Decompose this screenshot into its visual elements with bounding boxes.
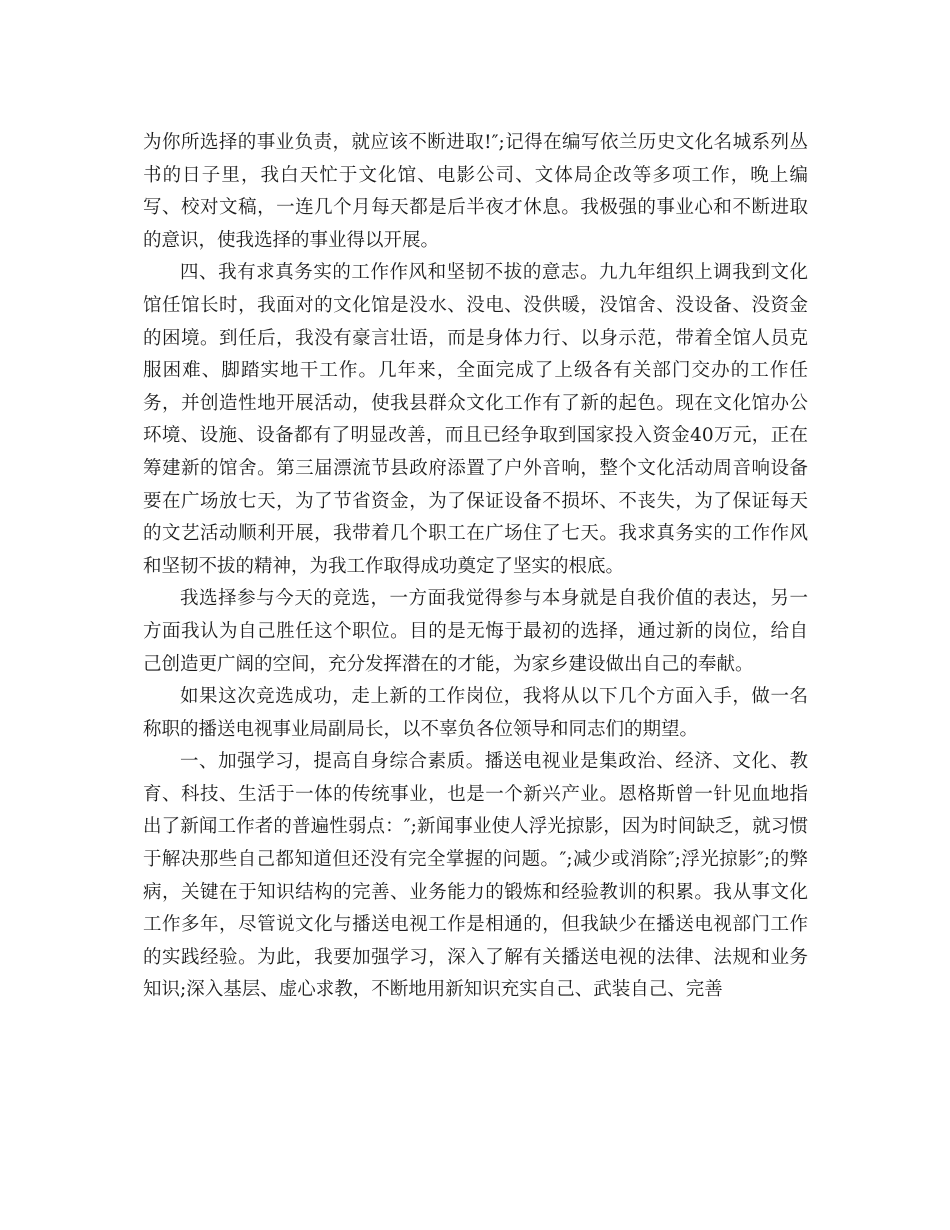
document-body [143,127,808,1007]
paragraph: 四、我有求真务实的工作作风和坚韧不拔的意志。九九年组织上调我到文化馆任馆长时，我面对的文化馆是没水、没电、没供暖，没馆舍、没设备、没资金的困境。到任后，我没有豪言壮语，而是身体力行、以身示范，带着全馆人员克服困难、脚踏实地干工作。几年来，全面完成了上级各有关部门交办的工作任务，并创造性地开展活动，使我县群众文化工作有了新的起色。现在文化馆办公环境、设施、设备都有了明显改善，而且已经争取到国家投入资金40万元，正在筹建新的馆舍。第三届漂流节县政府添置了户外音响，整个文化活动周音响设备要在广场放七天，为了节省资金，为了保证设备不损坏、不丧失，为了保证每天的文艺活动顺利开展，我带着几个职工在广场住了七天。我求真务实的工作作风和坚韧不拔的精神，为我工作取得成功奠定了坚实的根底。 [143,262,808,577]
paragraph: 一、加强学习，提高自身综合素质。播送电视业是集政治、经济、文化、教育、科技、生活于一体的传统事业，也是一个新兴产业。恩格斯曾一针见血地指出了新闻工作者的普遍性弱点：″;新闻事业使人浮光掠影，因为时间缺乏，就习惯于解决那些自己都知道但还没有完全掌握的问题。″;减少或消除″;浮光掠影″;的弊病，关键在于知识结构的完善、业务能力的锻炼和经验教训的积累。我从事文化工作多年，尽管说文化与播送电视工作是相通的，但我缺少在播送电视部门工作的实践经验。为此，我要加强学习，深入了解有关播送电视的法律、法规和业务知识;深入基层、虚心求教，不断地用新知识充实自己、武装自己、完善 [143,751,808,1001]
paragraph: 我选择参与今天的竞选，一方面我觉得参与本身就是自我价值的表达，另一方面我认为自己胜任这个职位。目的是无悔于最初的选择，通过新的岗位，给自己创造更广阔的空间，充分发挥潜在的才能，为家乡建设做出自己的奉献。 [143,588,808,675]
paragraph: 为你所选择的事业负责，就应该不断进取!″;记得在编写依兰历史文化名城系列丛书的日子里，我白天忙于文化馆、电影公司、文体局企改等多项工作，晚上编写、校对文稿，一连几个月每天都是后半夜才休息。我极强的事业心和不断进取的意识，使我选择的事业得以开展。 [143,132,808,251]
paragraph: 如果这次竞选成功，走上新的工作岗位，我将从以下几个方面入手，做一名称职的播送电视事业局副局长，以不辜负各位领导和同志们的期望。 [143,686,808,740]
